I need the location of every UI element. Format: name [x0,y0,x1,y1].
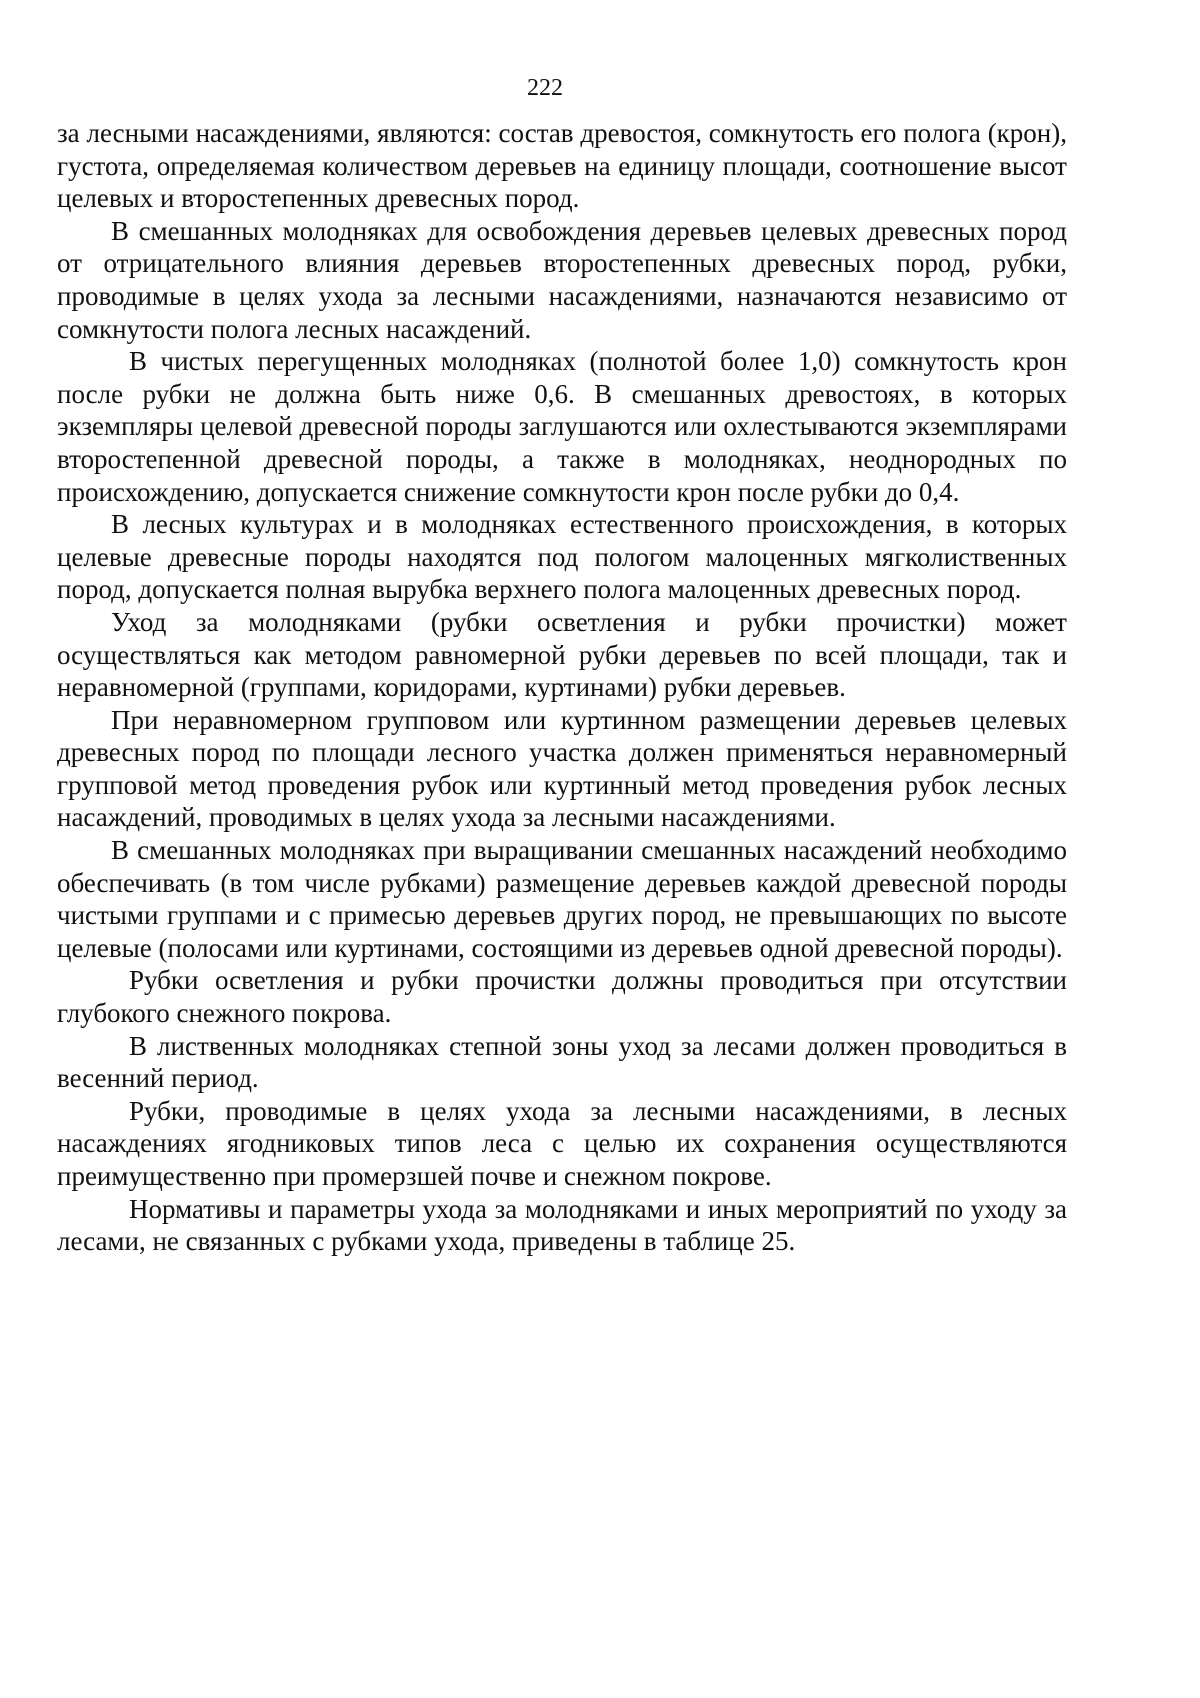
paragraph: В лесных культурах и в молодняках естественного происхождения, в которых целевые древесные породы находятся под пологом малоценных мягколиственных пород, допускается полная вырубка верхнего полога малоценных древесных пород. [57,509,1067,605]
paragraph: Рубки осветления и рубки прочистки должны проводиться при отсутствии глубокого снежного покрова. [57,965,1067,1029]
paragraph: В лиственных молодняках степной зоны уход за лесами должен проводиться в весенний период. [57,1030,1067,1094]
paragraph: В смешанных молодняках для освобождения деревьев целевых древесных пород от отрицательного влияния деревьев второстепенных древесных пород, рубки, проводимые в целях ухода за лесными насаждениями, назначаются независимо от сомкнутости полога лесных насаждений. [57,215,1067,344]
paragraph: Нормативы и параметры ухода за молодняками и иных мероприятий по уходу за лесами, не связанных с рубками ухода, приведены в таблице 25. [57,1193,1067,1257]
paragraph: Уход за молодняками (рубки осветления и рубки прочистки) может осуществляться как методом равномерной рубки деревьев по всей площади, так и неравномерной (группами, коридорами, куртинами) рубки деревьев. [57,606,1067,703]
paragraph: В смешанных молодняках при выращивании смешанных насаждений необходимо обеспечивать (в том числе рубками) размещение деревьев каждой древесной породы чистыми группами и с примесью деревьев других пород, не превышающих по высоте целевые (полосами или куртинами, состоящими из деревьев одной древесной породы). [57,835,1067,963]
paragraph-continuation: за лесными насаждениями, являются: состав древостоя, сомкнутость его полога (крон), густота, определяемая количеством деревьев на единицу площади, соотношение высот целевых и второстепенных древесных пород. [57,118,1067,214]
page-number: 222 [527,75,563,101]
paragraph: При неравномерном групповом или куртинном размещении деревьев целевых древесных пород по площади лесного участка должен применяться неравномерный групповой метод проведения рубок или куртинный метод проведения рубок лесных насаждений, проводимых в целях ухода за лесными насаждениями. [57,704,1067,833]
paragraph: В чистых перегущенных молодняках (полнотой более 1,0) сомкнутость крон после рубки не должна быть ниже 0,6. В смешанных древостоях, в которых экземпляры целевой древесной породы заглушаются или охлестываются экземплярами второстепенной древесной породы, а также в молодняках, неоднородных по происхождению, допускается снижение сомкнутости крон после рубки до 0,4. [57,346,1067,507]
body-text [57,117,1067,1258]
paragraph: Рубки, проводимые в целях ухода за лесными насаждениями, в лесных насаждениях ягодниковых типов леса с целью их сохранения осуществляются преимущественно при промерзшей почве и снежном покрове. [57,1095,1067,1191]
